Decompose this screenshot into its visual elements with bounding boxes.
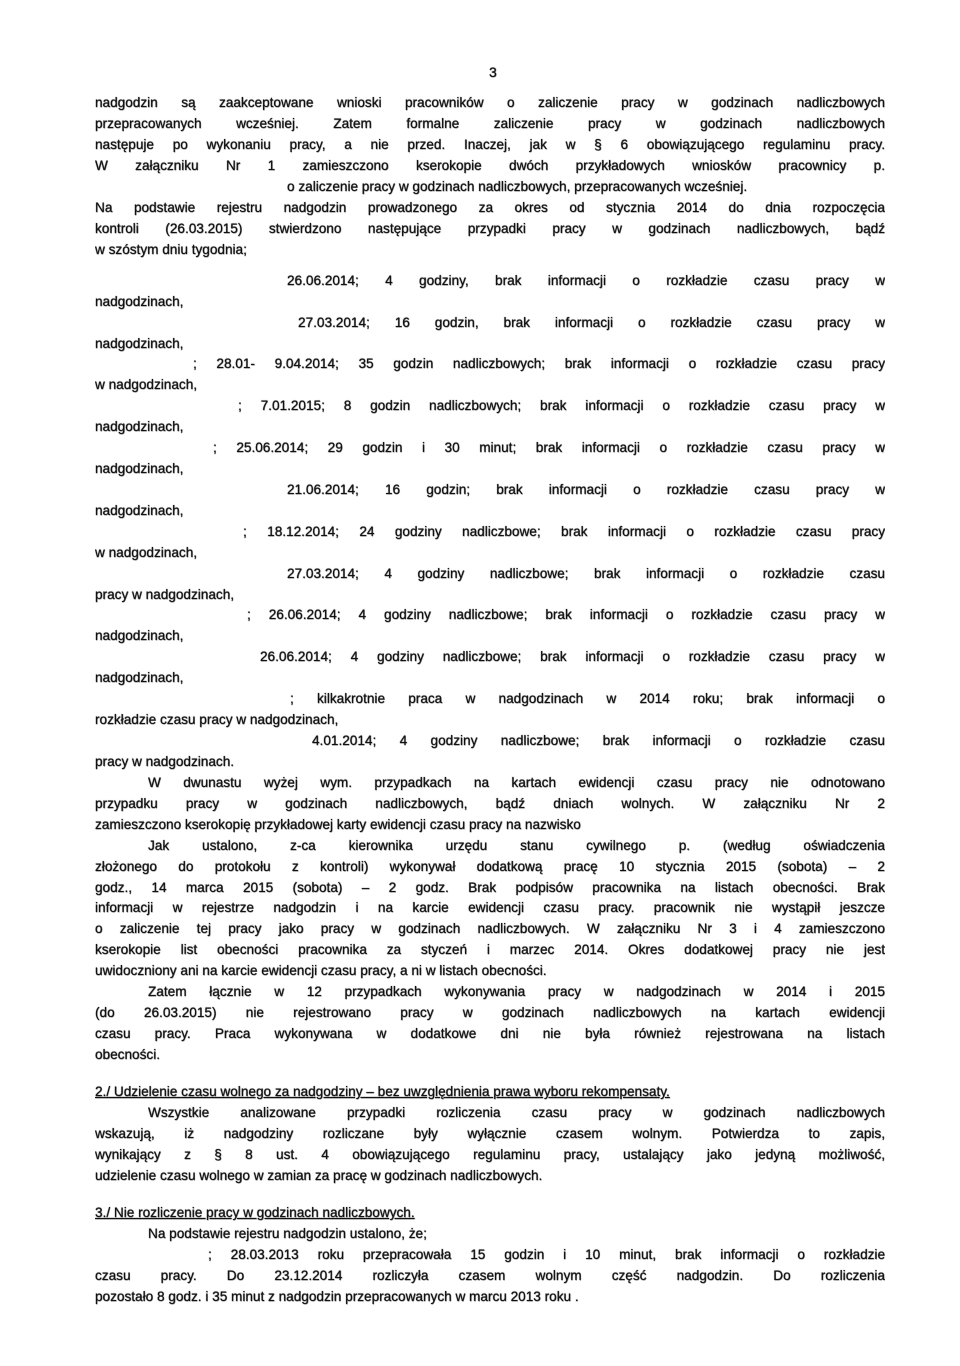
paragraph-line: złożonego do protokołu z kontroli) wykonywał dodatkową pracę 10 stycznia 2015 (sobota) – 2	[95, 859, 885, 874]
list-item-text: 27.03.2014; 16 godzin, brak informacji o rozkładzie czasu pracy w	[298, 315, 885, 330]
list-item-text: nadgodzinach,	[95, 294, 184, 309]
list-item-text: ; 7.01.2015; 8 godzin nadliczbowych; brak informacji o rozkładzie czasu pracy w	[238, 398, 885, 413]
paragraph-line: informacji w rejestrze nadgodzin i na karcie ewidencji czasu pracy. pracownik nie wystąpił jeszcze	[95, 900, 885, 915]
page-number: 3	[489, 64, 497, 80]
paragraph-line: Wszystkie analizowane przypadki rozliczenia czasu pracy w godzinach nadliczbowych	[148, 1105, 885, 1120]
section-heading-2: 2./ Udzielenie czasu wolnego za nadgodziny – bez uwzględnienia prawa wyboru rekompensaty.	[95, 1084, 670, 1099]
paragraph-line: kserokopie list obecności pracownika za styczeń i marzec 2014. Okres dodatkowej pracy nie jest	[95, 942, 885, 957]
list-item-text: rozkładzie czasu pracy w nadgodzinach,	[95, 712, 339, 727]
paragraph-line: wskazują, iż nadgodziny rozliczane były wyłącznie czasem wolnym. Potwierdza to zapis,	[95, 1126, 885, 1141]
text-line: nadgodzin są zaakceptowane wnioski pracowników o zaliczenie pracy w godzinach nadliczbowych	[95, 95, 885, 110]
paragraph-line: godz., 14 marca 2015 (sobota) – 2 godz. Brak podpisów pracownika na listach obecności. Brak	[95, 880, 885, 895]
text-line: Na podstawie rejestru nadgodzin prowadzonego za okres od stycznia 2014 do dnia rozpoczęcia	[95, 200, 885, 215]
list-item-text: 21.06.2014; 16 godzin; brak informacji o rozkładzie czasu pracy w	[287, 482, 885, 497]
text-line: w szóstym dniu tygodnia;	[95, 242, 247, 257]
list-item-text: pracy w nadgodzinach.	[95, 754, 235, 769]
section-heading-3: 3./ Nie rozliczenie pracy w godzinach nadliczbowych.	[95, 1205, 415, 1220]
list-item-text: ; 25.06.2014; 29 godzin i 30 minut; brak informacji o rozkładzie czasu pracy w	[213, 440, 885, 455]
paragraph-line: uwidoczniony ani na karcie ewidencji czasu pracy, a ni w listach obecności.	[95, 963, 547, 978]
list-item-text: nadgodzinach,	[95, 628, 184, 643]
paragraph-line: ; 28.03.2013 roku przepracowała 15 godzin i 10 minut, brak informacji o rozkładzie	[208, 1247, 885, 1262]
paragraph-line: udzielenie czasu wolnego w zamian za pracę w godzinach nadliczbowych.	[95, 1168, 543, 1183]
list-item-text: 4.01.2014; 4 godziny nadliczbowe; brak informacji o rozkładzie czasu	[312, 733, 885, 748]
paragraph-line: czasu pracy. Praca wykonywana w dodatkowe dni nie była również rejestrowana na listach	[95, 1026, 885, 1041]
list-item-text: ; 26.06.2014; 4 godziny nadliczbowe; brak informacji o rozkładzie czasu pracy w	[247, 607, 885, 622]
paragraph-line: czasu pracy. Do 23.12.2014 rozliczyła czasem wolnym część nadgodzin. Do rozliczenia	[95, 1268, 885, 1283]
list-item-text: w nadgodzinach,	[95, 377, 198, 392]
paragraph-line: (do 26.03.2015) nie rejestrowano pracy w godzinach nadliczbowych na kartach ewidencji	[95, 1005, 885, 1020]
paragraph-line: Zatem łącznie w 12 przypadkach wykonywania pracy w nadgodzinach w 2014 i 2015	[148, 984, 885, 999]
paragraph-line: wynikający z § 8 ust. 4 obowiązującego regulaminu pracy, ustalający jako jedyną możliwość,	[95, 1147, 885, 1162]
list-item-text: w nadgodzinach,	[95, 545, 198, 560]
text-line: o zaliczenie pracy w godzinach nadliczbowych, przepracowanych wcześniej.	[287, 179, 748, 194]
paragraph-line: pozostało 8 godz. i 35 minut z nadgodzin przepracowanych w marcu 2013 roku .	[95, 1289, 579, 1304]
text-line: następuje po wykonaniu pracy, a nie przed. Inaczej, jak w § 6 obowiązującego regulaminu pracy.	[95, 137, 885, 152]
list-item-text: ; 28.01- 9.04.2014; 35 godzin nadliczbowych; brak informacji o rozkładzie czasu pracy	[193, 356, 885, 371]
list-item-text: nadgodzinach,	[95, 461, 184, 476]
list-item-text: 26.06.2014; 4 godziny, brak informacji o rozkładzie czasu pracy w	[287, 273, 885, 288]
list-item-text: 27.03.2014; 4 godziny nadliczbowe; brak informacji o rozkładzie czasu	[287, 566, 885, 581]
list-item-text: ; kilkakrotnie praca w nadgodzinach w 2014 roku; brak informacji o	[290, 691, 885, 706]
paragraph-line: obecności.	[95, 1047, 160, 1062]
list-item-text: 26.06.2014; 4 godziny nadliczbowe; brak informacji o rozkładzie czasu pracy w	[260, 649, 885, 664]
paragraph-line: przypadku pracy w godzinach nadliczbowych, bądź dniach wolnych. W załączniku Nr 2	[95, 796, 885, 811]
text-line: W załączniku Nr 1 zamieszczono kserokopie dwóch przykładowych wniosków pracownicy p.	[95, 158, 885, 173]
list-item-text: pracy w nadgodzinach,	[95, 587, 235, 602]
paragraph-line: Na podstawie rejestru nadgodzin ustalono, że;	[148, 1226, 427, 1241]
list-item-text: nadgodzinach,	[95, 419, 184, 434]
list-item-text: ; 18.12.2014; 24 godziny nadliczbowe; brak informacji o rozkładzie czasu pracy	[243, 524, 885, 539]
paragraph-line: Jak ustalono, z-ca kierownika urzędu stanu cywilnego p. (według oświadczenia	[148, 838, 885, 853]
text-line: przepracowanych wcześniej. Zatem formalne zaliczenie pracy w godzinach nadliczbowych	[95, 116, 885, 131]
list-item-text: nadgodzinach,	[95, 670, 184, 685]
paragraph-line: zamieszczono kserokopię przykładowej karty ewidencji czasu pracy na nazwisko	[95, 817, 581, 832]
text-line: kontroli (26.03.2015) stwierdzono następujące przypadki pracy w godzinach nadliczbowych, bądź	[95, 221, 885, 236]
paragraph-line: o zaliczenie tej pracy jako pracy w godzinach nadliczbowych. W załączniku Nr 3 i 4 zamieszczono	[95, 921, 885, 936]
list-item-text: nadgodzinach,	[95, 336, 184, 351]
paragraph-line: W dwunastu wyżej wym. przypadkach na kartach ewidencji czasu pracy nie odnotowano	[148, 775, 885, 790]
list-item-text: nadgodzinach,	[95, 503, 184, 518]
